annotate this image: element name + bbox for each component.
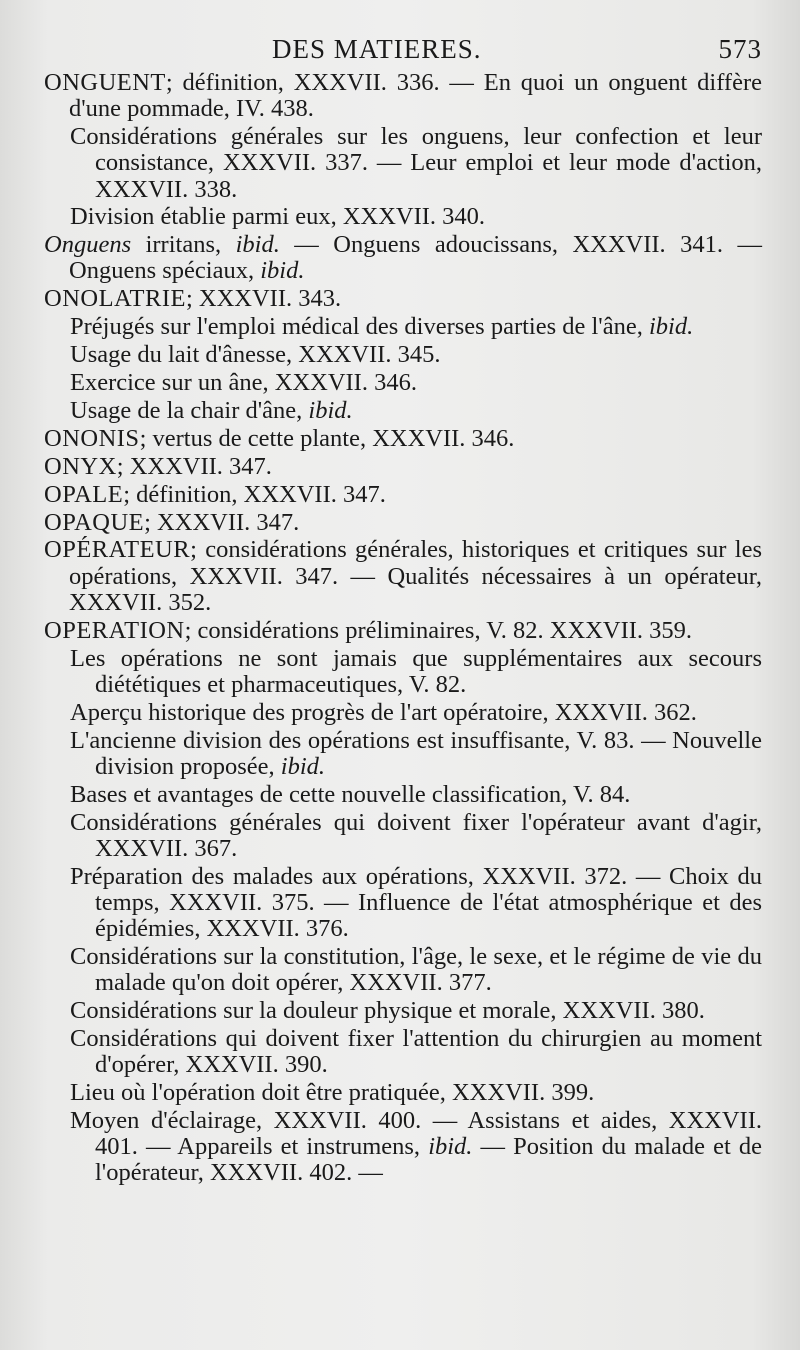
entry-ibid: ibid. [308, 396, 353, 424]
index-subentry [70, 1080, 762, 1106]
index-subentry [70, 124, 762, 203]
index-entry [44, 286, 762, 312]
index-entry [44, 482, 762, 508]
entry-headword: ONOLATRIE [44, 285, 186, 313]
running-title: DES MATIERES. [272, 34, 482, 64]
entry-text: L'ancienne division des opérations est insuffisante, V. 83. — Nouvelle division proposée, [70, 726, 762, 780]
entry-text: ; définition, XXXVII. 336. — En quoi un onguent diffère d'une pommade, IV. 438. [69, 69, 762, 123]
index-subentry [70, 646, 762, 698]
entry-text: ; XXXVII. 347. [116, 452, 272, 480]
entry-text: irritans, [131, 231, 236, 259]
entry-text: ; XXXVII. 343. [185, 285, 342, 313]
index-subentry [70, 864, 762, 943]
entry-text: ; définition, XXXVII. 347. [123, 480, 386, 508]
index-entry [44, 618, 762, 644]
entry-text: — Position du malade et de l'opérateur, XXXVII. 402. — [95, 1133, 763, 1187]
index-subentry [70, 944, 762, 996]
entry-headword: ONGUENT [44, 69, 166, 96]
index-subentry [70, 728, 762, 780]
index-subentry [70, 998, 762, 1024]
entry-text: ; considérations générales, historiques et critiques sur les opérations, XXXVII. 347. — Qualités nécessaires à un opérateur, XXXVII. 352. [69, 536, 762, 616]
entry-ibid: ibid. [260, 257, 305, 285]
index-subentry [70, 342, 762, 368]
index-entry [44, 70, 762, 122]
index-subentry [70, 398, 762, 424]
entry-text: Considérations générales qui doivent fixer l'opérateur avant d'agir, XXXVII. 367. [70, 808, 762, 862]
entry-text: Les opérations ne sont jamais que supplémentaires aux secours diététiques et pharmaceutiques, V. 82. [70, 644, 762, 698]
entry-text: Bases et avantages de cette nouvelle classification, V. 84. [70, 780, 631, 808]
page-number: 573 [718, 34, 762, 64]
entry-text: Usage de la chair d'âne, [70, 396, 309, 424]
entry-ibid: ibid. [235, 231, 280, 259]
entry-ibid: ibid. [428, 1133, 473, 1161]
entry-headword-italic: Onguens [44, 231, 132, 259]
entry-text: Aperçu historique des progrès de l'art opératoire, XXXVII. 362. [70, 698, 697, 726]
entry-text: Usage du lait d'ânesse, XXXVII. 345. [70, 341, 441, 369]
index-entry [44, 454, 762, 480]
index-entries [44, 70, 762, 1187]
entry-headword: OPALE [44, 480, 124, 508]
entry-text: Lieu où l'opération doit être pratiquée, XXXVII. 399. [70, 1079, 595, 1107]
entry-text: Préjugés sur l'emploi médical des diverses parties de l'âne, [70, 313, 649, 341]
entry-text: ; vertus de cette plante, XXXVII. 346. [139, 424, 515, 452]
entry-headword: OPÉRATEUR [44, 536, 191, 564]
entry-ibid: ibid. [648, 313, 694, 341]
entry-ibid: ibid. [280, 752, 326, 780]
entry-headword: OPERATION [44, 616, 185, 644]
index-entry [44, 232, 762, 284]
entry-text: — Onguens adoucissans, XXXVII. 341. — Onguens spéciaux, [69, 231, 762, 285]
entry-text: ; XXXVII. 347. [144, 508, 300, 536]
index-subentry [70, 810, 762, 862]
entry-text: Considérations qui doivent fixer l'attention du chirurgien au moment d'opérer, XXXVII. 390. [70, 1024, 762, 1079]
entry-text: ; considérations préliminaires, V. 82. XXXVII. 359. [184, 616, 693, 644]
index-subentry [70, 1026, 762, 1078]
page-header [44, 30, 762, 70]
index-entry [44, 426, 762, 452]
index-subentry [70, 700, 762, 726]
index-subentry [70, 370, 762, 396]
entry-headword: ONONIS [44, 424, 140, 452]
index-entry [44, 537, 762, 616]
entry-text: Division établie parmi eux, XXXVII. 340. [70, 203, 486, 231]
entry-text: Considérations générales sur les onguens, leur confection et leur consistance, XXXVII. 337. — Leur emploi et leur mode d'action, XXXVII. 338. [70, 123, 762, 203]
index-subentry [70, 204, 762, 230]
index-entry [44, 510, 762, 536]
entry-text: Considérations sur la constitution, l'âge, le sexe, et le régime de vie du malade qu'on doit opérer, XXXVII. 377. [70, 942, 762, 997]
entry-headword: ONYX [44, 452, 117, 480]
entry-text: Considérations sur la douleur physique et morale, XXXVII. 380. [70, 997, 705, 1025]
entry-text: Préparation des malades aux opérations, XXXVII. 372. — Choix du temps, XXXVII. 375. — Influence de l'état atmosphérique et des épidémies, XXXVII. 376. [70, 862, 762, 943]
entry-text: Exercice sur un âne, XXXVII. 346. [70, 369, 417, 397]
entry-text: Moyen d'éclairage, XXXVII. 400. — Assistans et aides, XXXVII. 401. — Appareils et instrumens, [70, 1106, 762, 1161]
index-subentry [70, 782, 762, 808]
index-subentry [70, 314, 762, 340]
entry-headword: OPAQUE [44, 508, 145, 536]
index-subentry [70, 1108, 762, 1187]
